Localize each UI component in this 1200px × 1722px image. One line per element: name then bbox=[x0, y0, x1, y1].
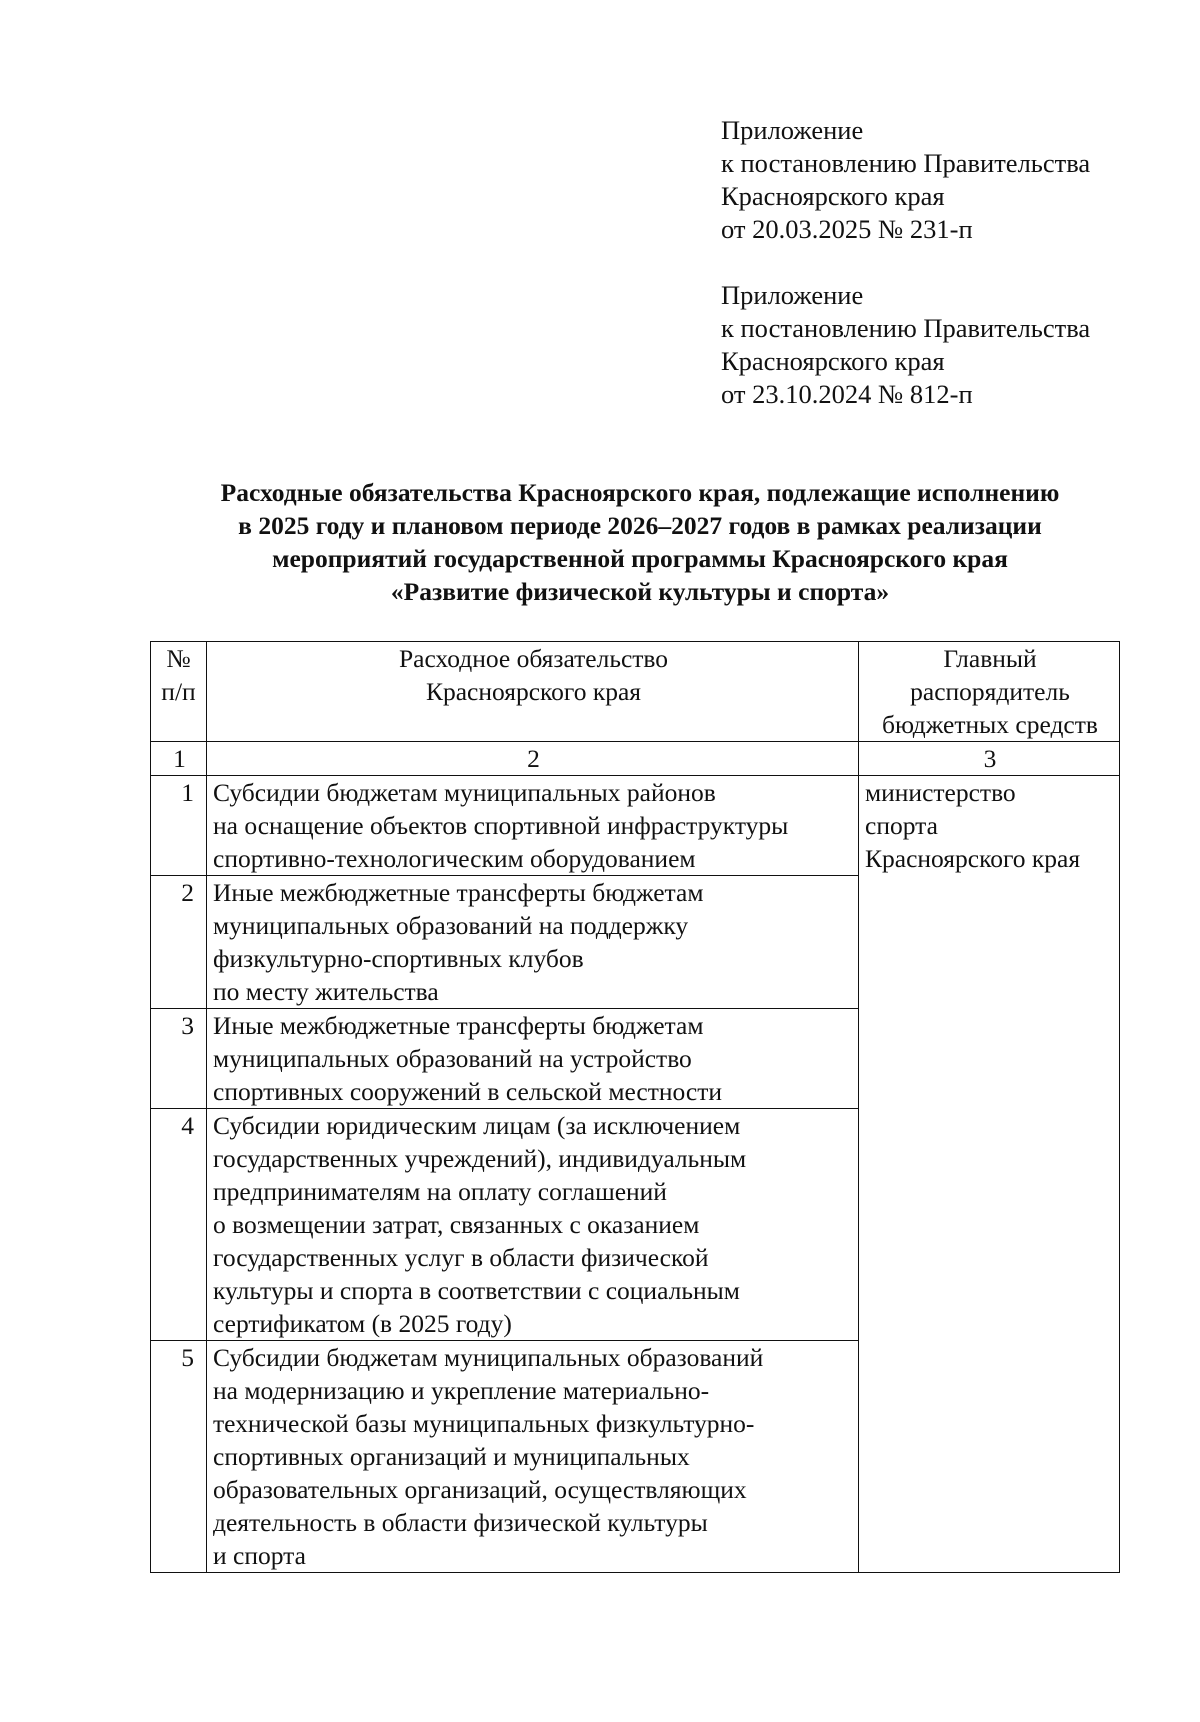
appendix-line: от 20.03.2025 № 231-п bbox=[721, 214, 973, 244]
obligations-table bbox=[150, 641, 1120, 1573]
obligation-cell: Субсидии бюджетам муниципальных районов на оснащение объектов спортивной инфраструктуры спортивно-технологическим оборудованием bbox=[207, 776, 859, 876]
row-number: 3 bbox=[151, 1009, 207, 1109]
row-number: 5 bbox=[151, 1341, 207, 1573]
obligation-cell: Иные межбюджетные трансферты бюджетам муниципальных образований на устройство спортивных сооружений в сельской местности bbox=[207, 1009, 859, 1109]
column-index: 2 bbox=[207, 742, 859, 776]
obligation-cell: Субсидии юридическим лицам (за исключением государственных учреждений), индивидуальным предпринимателям на оплату соглашений о возмещении затрат, связанных с оказанием государственных услуг в области физической культуры и спорта в соответствии с социальным сертификатом (в 2025 году) bbox=[207, 1109, 859, 1341]
appendix-line: к постановлению Правительства bbox=[721, 148, 1091, 178]
appendix-line: Приложение bbox=[721, 115, 864, 145]
title-line: в 2025 году и плановом периоде 2026–2027 годов в рамках реализации bbox=[238, 511, 1042, 540]
column-index: 3 bbox=[859, 742, 1120, 776]
row-number: 2 bbox=[151, 876, 207, 1009]
table-header-row bbox=[151, 642, 1120, 742]
obligation-cell: Субсидии бюджетам муниципальных образований на модернизацию и укрепление материально- технической базы муниципальных физкультурно- спортивных организаций и муниципальных образовательных организаций, осуществляющих деятельность в области физической культуры и спорта bbox=[207, 1341, 859, 1573]
appendix-line: Красноярского края bbox=[721, 346, 945, 376]
appendix-line: от 23.10.2024 № 812-п bbox=[721, 379, 973, 409]
title-line: мероприятий государственной программы Красноярского края bbox=[272, 544, 1008, 573]
table-row bbox=[151, 776, 1120, 876]
title-line: «Развитие физической культуры и спорта» bbox=[390, 577, 890, 606]
appendix-header-current bbox=[721, 114, 1090, 246]
row-number: 4 bbox=[151, 1109, 207, 1341]
appendix-line: к постановлению Правительства bbox=[721, 313, 1091, 343]
obligation-cell: Иные межбюджетные трансферты бюджетам муниципальных образований на поддержку физкультурно-спортивных клубов по месту жительства bbox=[207, 876, 859, 1009]
header-administrator: Главный распорядитель бюджетных средств bbox=[859, 642, 1120, 742]
column-index: 1 bbox=[151, 742, 207, 776]
header-num: № п/п bbox=[151, 642, 207, 742]
appendix-header-previous bbox=[721, 279, 1090, 411]
column-index-row bbox=[151, 742, 1120, 776]
appendix-line: Красноярского края bbox=[721, 181, 945, 211]
administrator-cell: министерство спорта Красноярского края bbox=[859, 776, 1120, 1573]
appendix-line: Приложение bbox=[721, 280, 864, 310]
title-line: Расходные обязательства Красноярского края, подлежащие исполнению bbox=[220, 478, 1060, 507]
document-title bbox=[120, 476, 1160, 608]
row-number: 1 bbox=[151, 776, 207, 876]
header-obligation: Расходное обязательство Красноярского края bbox=[207, 642, 859, 742]
